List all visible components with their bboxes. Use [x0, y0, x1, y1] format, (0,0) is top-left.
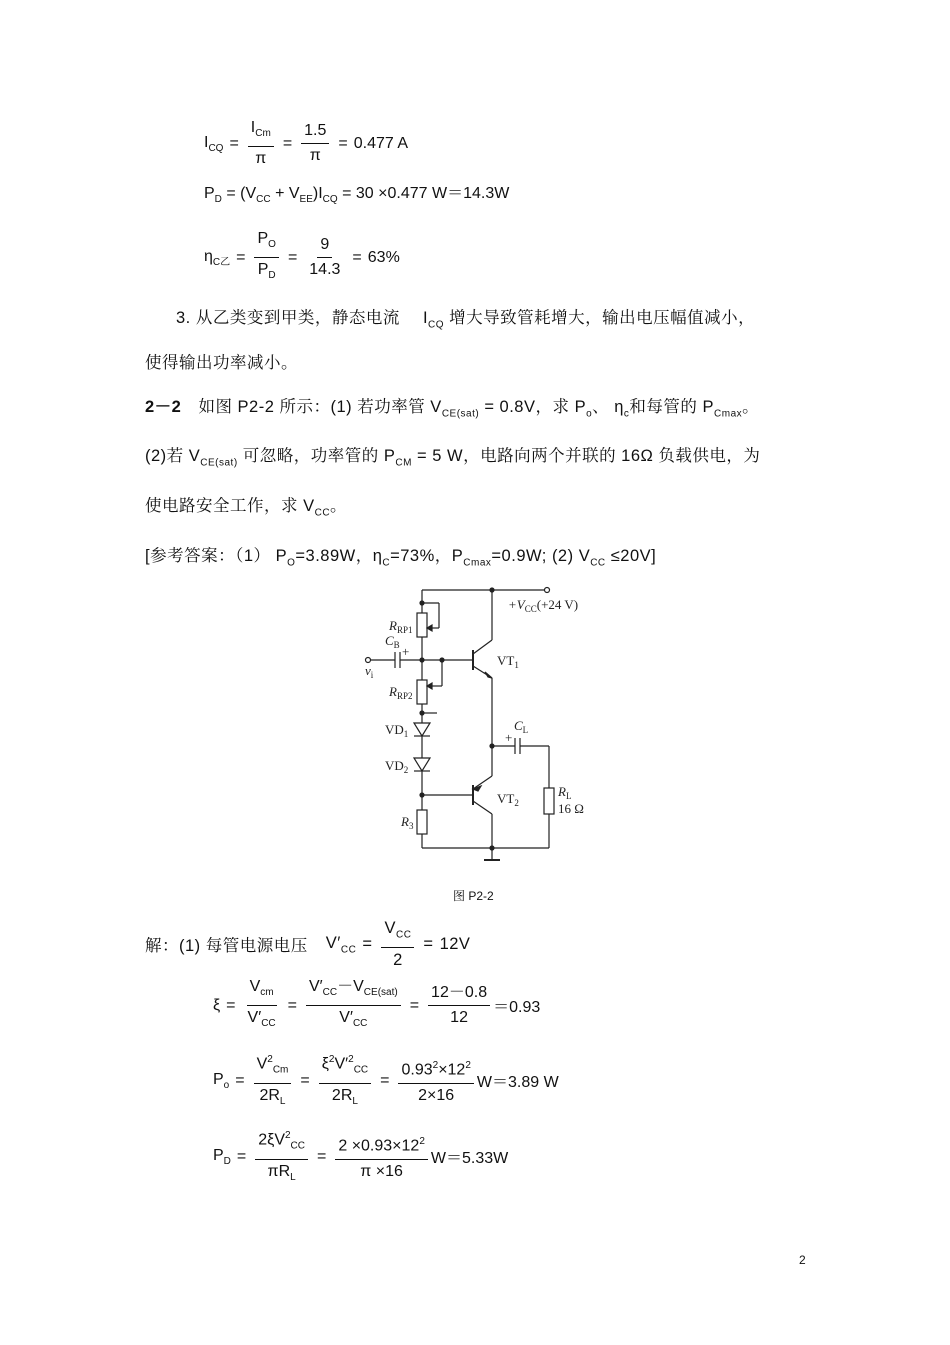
rp1-wiper-arrow [427, 625, 432, 631]
paragraph-3-line1: 3. 从乙类变到甲类，静态电流 $I_{CQ}$ 增大导致管耗增大，输出电压幅值减小， [176, 309, 756, 331]
reference-answer: [参考答案：（1） $P_O=3.89W$，$\eta_C=73\%$，$P_{Cmax}=0.9W$; (2) $V_{CC} \le 20V$] [145, 547, 657, 569]
eq-eta-frac1: $\frac{P_O}{P_D}$ [254, 229, 278, 286]
svg-text:CB: $C_B$ [385, 633, 400, 650]
solution-pd: $P_D$ = $\frac{2\xi V^2_{CC}}{\pi R_L}$ = $\frac{2 \times 0.93\times 12^2}{\pi \times 16}$ W＝5.33W [213, 1126, 508, 1188]
svg-text:+VCC(+24 V): $+V_{CC}(+24$ V) [508, 597, 579, 614]
page-number: 2 [799, 1253, 806, 1267]
solution-vcc-prime: 解：(1) 每管电源电压 $V'_{CC}$ = $\frac{V_{CC}}{2}$ = 12V [145, 919, 471, 970]
circuit-diagram-p2-2 [355, 578, 600, 873]
eq-icq-frac2: $\frac{1.5}{\pi}$ [301, 121, 329, 166]
eq-icq-result: 0.477 A [353, 134, 409, 152]
eq-eta-frac2: $\frac{9}{14.3}$ [309, 236, 341, 279]
r3-resistor [417, 810, 427, 834]
svg-text:CL: $C_L$ [514, 718, 529, 735]
equation-eta: $\eta_{C乙}$ = $\frac{P_O}{P_D}$ = $\frac{9}{14.3}$ = 63% [204, 229, 400, 286]
svg-text:R3: $R_3$ [401, 814, 414, 831]
svg-text:+: + [505, 730, 513, 745]
eq-icq-lhs-sub: CQ [208, 142, 224, 154]
problem-number: 2－2 [145, 398, 182, 416]
svg-text:VD1: $VD_1$ [385, 722, 409, 739]
rp2-wiper-arrow [427, 683, 432, 689]
solution-xi: ξ = $\frac{V_{cm}}{V'_{CC}}$ = $\frac{V'_{CC}-V_{CE(sat)}}{V'_{CC}}$ = $\frac{12-0.8}{12}$ ＝0.93 [213, 978, 541, 1030]
rp1-resistor [417, 613, 427, 637]
svg-text:RRP2: $R_{RP2}$ [389, 684, 413, 701]
svg-text:RL: $R_L$ [558, 784, 572, 801]
vcc-terminal [545, 588, 550, 593]
vd2-diode [414, 758, 430, 771]
svg-text:VD2: $VD_2$ [385, 758, 409, 775]
svg-text:VT1: $VT_1$ [497, 653, 519, 670]
equation-pd: $P_D = (V_{CC} + V_{EE})I_{CQ} = 30 \times 0.477$ W＝14.3W [204, 185, 510, 206]
svg-text:vi: $v_i$ [365, 663, 374, 680]
vi-terminal [366, 658, 371, 663]
svg-text:+: + [402, 644, 410, 659]
figure-caption: 图 P2-2 [453, 889, 494, 903]
problem-line1: 2－2 如图 P2-2 所示：(1) 若功率管 $V_{CE(sat)} = 0.8V$，求 $P_o$、 $\eta_c$和每管的 $P_{Cmax}$。 [145, 398, 760, 420]
vt1-emitter-arrow [485, 672, 492, 678]
eq-icq-lhs: I [204, 133, 209, 151]
problem-line2: (2)若 $V_{CE(sat)}$ 可忽略，功率管的 $P_{CM} = 5$ W，电路向两个并联的 16Ω 负载供电，为 [145, 447, 761, 469]
solution-po: $P_o$ = $\frac{V^2_{Cm}}{2R_L}$ = $\frac{\xi^2V'^2_{CC}}{2R_L}$ = $\frac{0.93^2\times 12^2}{2\times 16}$ W＝3.89 W [213, 1050, 559, 1112]
svg-text:VT2: $VT_2$ [497, 791, 519, 808]
rp2-resistor [417, 680, 427, 704]
problem-line3: 使电路安全工作，求 $V_{CC}$。 [145, 497, 348, 519]
rl-resistor [544, 788, 554, 814]
equation-icq: $I_{CQ}$ = $\frac{I_{Cm}}{\pi}$ = $\frac{1.5}{\pi}$ = 0.477 A [204, 119, 409, 168]
paragraph-3-line2: 使得输出功率减小。 [145, 354, 298, 372]
svg-text:RRP1: $R_{RP1}$ [389, 618, 413, 635]
svg-text:16 Ω: 16 Ω [558, 801, 584, 816]
eq-icq-frac1: $\frac{I_{Cm}}{\pi}$ [248, 118, 274, 169]
vd1-diode [414, 723, 430, 736]
